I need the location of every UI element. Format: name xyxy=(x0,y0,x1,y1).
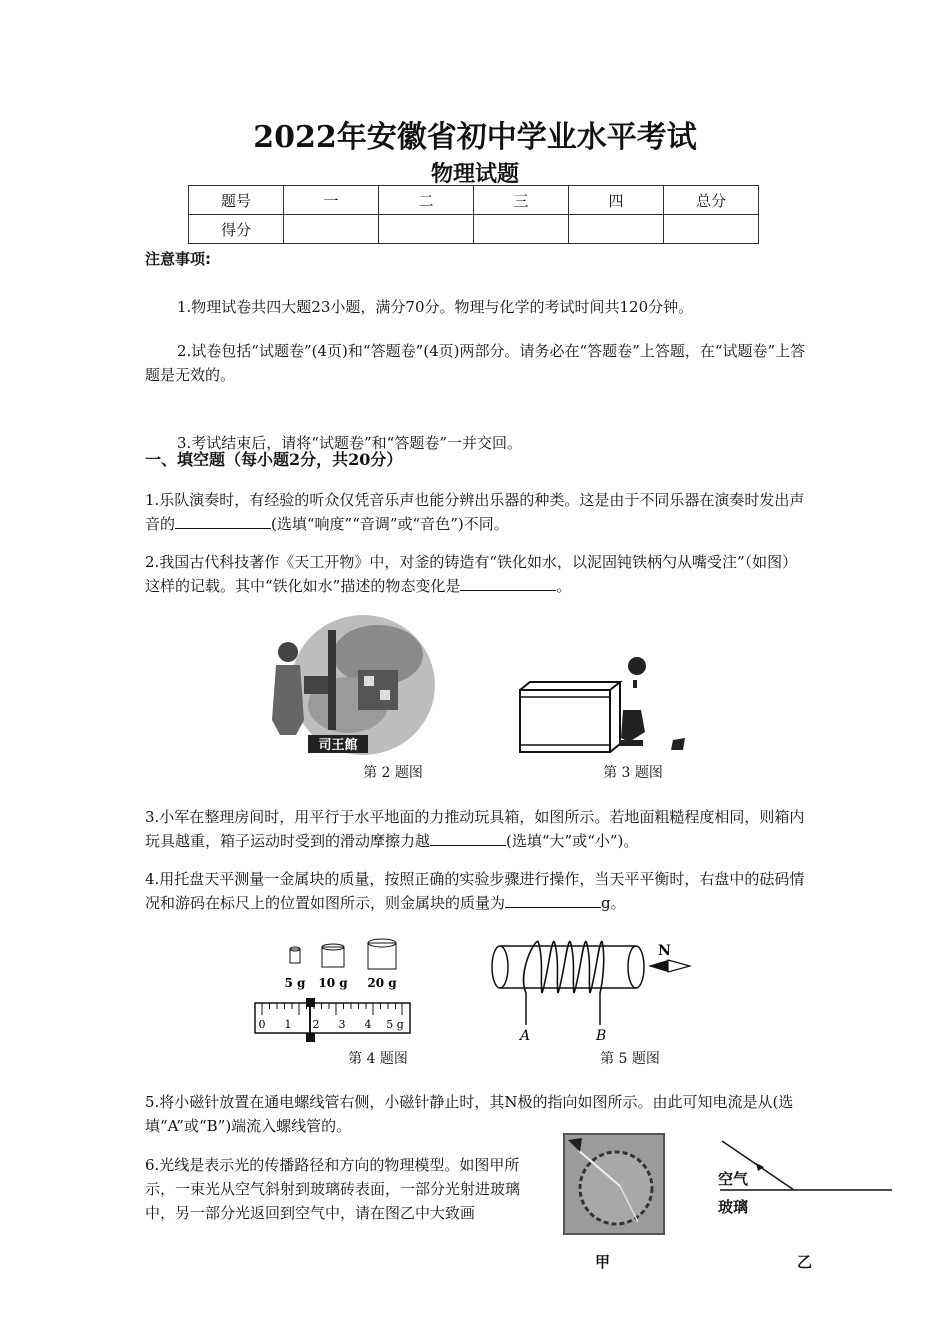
figure-5-caption: 第 5 题图 xyxy=(600,1051,660,1067)
question-5: 5.将小磁针放置在通电螺线管右侧，小磁针静止时，其N极的指向如图所示。由此可知电流是从(选填“A”或“B”)端流入螺线管的。 xyxy=(145,1093,794,1135)
answer-blank-q3[interactable] xyxy=(430,829,506,846)
figure-2-stamp: 司王館 xyxy=(318,738,358,753)
score-table xyxy=(188,185,759,244)
note-item-3: 3.考试结束后，请将“试题卷”和“答题卷”一并交回。 xyxy=(177,434,522,452)
question-3-text-b: (选填“大”或“小”)。 xyxy=(506,832,639,850)
needle-label-N: N xyxy=(658,943,671,959)
figure-6-jia-label: 甲 xyxy=(595,1253,611,1271)
coil-label-B: B xyxy=(596,1028,607,1044)
figure-6-yi-label: 乙 xyxy=(797,1253,813,1271)
weight-10g xyxy=(322,944,344,967)
coil-label-A: A xyxy=(520,1028,531,1044)
notes-heading: 注意事项: xyxy=(145,250,211,268)
figure-4-caption: 第 4 题图 xyxy=(348,1051,408,1067)
figure-3-illustration xyxy=(515,650,695,760)
score-cell: 二 xyxy=(379,186,474,215)
question-3 xyxy=(145,805,810,853)
ruler-tick-2: 2 xyxy=(312,1018,320,1031)
score-cell: 得分 xyxy=(189,215,284,244)
ruler-tick-5: 5 g xyxy=(386,1018,404,1031)
figure-2-caption: 第 2 题图 xyxy=(363,765,423,781)
score-cell: 一 xyxy=(284,186,379,215)
question-2-text-b: 。 xyxy=(556,577,572,595)
question-4-text-b: g。 xyxy=(601,894,626,912)
figure-4-illustration xyxy=(250,935,420,1050)
question-2 xyxy=(145,550,810,598)
score-cell xyxy=(284,215,379,244)
answer-blank-q4[interactable] xyxy=(505,891,601,908)
ruler-tick-4: 4 xyxy=(364,1018,372,1031)
score-cell xyxy=(474,215,569,244)
answer-blank-q1[interactable] xyxy=(175,512,271,529)
exam-title: 2022年安徽省初中学业水平考试 xyxy=(253,120,697,155)
question-3-text-a: 3.小军在整理房间时，用平行于水平地面的力推动玩具箱，如图所示。若地面粗糙程度相同，则箱内玩具越重，箱子运动时受到的滑动摩擦力越 xyxy=(145,808,805,850)
section-1-heading: 一、填空题（每小题2分，共20分） xyxy=(145,450,403,469)
score-cell xyxy=(664,215,759,244)
score-cell: 题号 xyxy=(189,186,284,215)
question-1-text-a: 1.乐队演奏时，有经验的听众仅凭音乐声也能分辨出乐器的种类。这是由于不同乐器在演奏时发出声音的 xyxy=(145,491,805,533)
question-2-text-a: 2.我国古代科技著作《天工开物》中，对釜的铸造有“铁化如水，以泥固钝铁柄勺从嘴受注”（如图）这样的记载。其中“铁化如水”描述的物态变化是 xyxy=(145,553,798,595)
question-4 xyxy=(145,867,810,915)
score-cell: 四 xyxy=(569,186,664,215)
glass-label: 玻璃 xyxy=(718,1198,749,1216)
ruler-tick-0: 0 xyxy=(258,1018,266,1031)
question-4-text-a: 4.用托盘天平测量一金属块的质量，按照正确的实验步骤进行操作，当天平平衡时，右盘中的砝码情况和游码在标尺上的位置如图所示，则金属块的质量为 xyxy=(145,870,805,912)
weight-label-20g: 20 g xyxy=(367,976,397,990)
note-item-2: 2.试卷包括“试题卷”(4页)和“答题卷”(4页)两部分。请务必在“答题卷”上答题，在“试题卷”上答题是无效的。 xyxy=(145,342,806,384)
score-cell xyxy=(569,215,664,244)
score-table-header-row xyxy=(189,186,759,215)
question-1-text-b: (选填“响度”“音调”或“音色”)不同。 xyxy=(271,515,509,533)
score-table-score-row xyxy=(189,215,759,244)
figure-3-caption: 第 3 题图 xyxy=(603,765,663,781)
ruler-tick-1: 1 xyxy=(284,1018,292,1031)
weight-label-10g: 10 g xyxy=(318,976,348,990)
ruler-tick-3: 3 xyxy=(338,1018,346,1031)
compass-needle xyxy=(648,960,690,972)
answer-blank-q2[interactable] xyxy=(460,574,556,591)
figure-5-illustration xyxy=(488,935,698,1047)
rider-marker-bottom xyxy=(306,1033,315,1042)
score-cell: 总分 xyxy=(664,186,759,215)
weight-5g xyxy=(290,947,300,963)
weight-20g xyxy=(368,939,396,969)
figure-2-illustration xyxy=(268,610,438,760)
score-cell: 三 xyxy=(474,186,569,215)
figure-6-jia-photo xyxy=(560,1130,668,1238)
question-6: 6.光线是表示光的传播路径和方向的物理模型。如图甲所示，一束光从空气斜射到玻璃砖表面，一部分光射进玻璃中，另一部分光返回到空气中，请在图乙中大致画 xyxy=(145,1156,521,1222)
question-1 xyxy=(145,488,810,536)
weight-label-5g: 5 g xyxy=(284,976,306,990)
score-cell xyxy=(379,215,474,244)
exam-subtitle: 物理试题 xyxy=(430,161,519,187)
note-item-1: 1.物理试卷共四大题23小题，满分70分。物理与化学的考试时间共120分钟。 xyxy=(177,298,694,316)
air-label: 空气 xyxy=(718,1170,749,1188)
